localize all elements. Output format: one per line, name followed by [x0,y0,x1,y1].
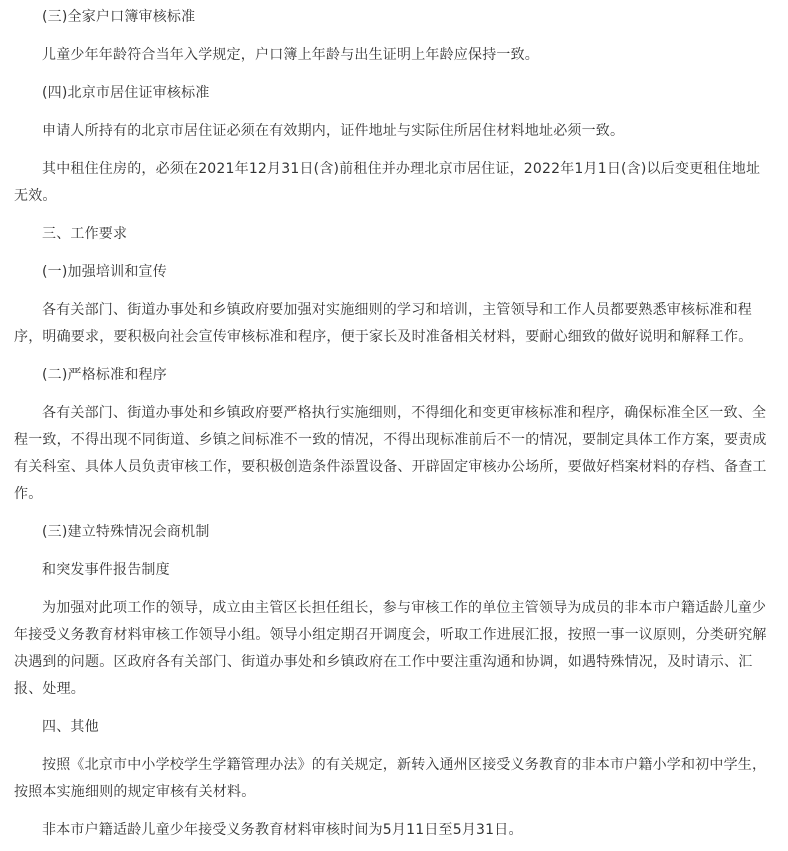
paragraph-leadership-group: 为加强对此项工作的领导，成立由主管区长担任组长，参与审核工作的单位主管领导为成员的非本市户籍适龄儿童少年接受义务教育材料审核工作领导小组。领导小组定期召开调度会，听取工作进展汇报，按照一事一议原则，分类研究解决遇到的问题。区政府各有关部门、街道办事处和乡镇政府在工作中要注重沟通和协调，如遇特殊情况，及时请示、汇报、处理。 [14,600,767,697]
paragraph-residence-permit-validity: 申请人所持有的北京市居住证必须在有效期内，证件地址与实际住所居住材料地址必须一致。 [42,123,625,139]
paragraph-training: 各有关部门、街道办事处和乡镇政府要加强对实施细则的学习和培训，主管领导和工作人员都要熟悉审核标准和程序，明确要求，要积极向社会宣传审核标准和程序，便于家长及时准备相关材料，要耐心细致的做好说明和解释工作。 [14,302,753,345]
section-heading-work-requirements: 三、工作要求 [42,226,128,242]
subheading-residence-permit: (四)北京市居住证审核标准 [42,85,210,101]
article-body [0,4,788,851]
section-heading-other: 四、其他 [42,719,99,735]
subheading-household-register: (三)全家户口簿审核标准 [42,9,196,25]
paragraph-rental-housing: 其中租住住房的，必须在2021年12月31日(含)前租住并办理北京市居住证，2022年1月1日(含)以后变更租住地址无效。 [14,161,761,204]
subheading-consultation-mechanism: (三)建立特殊情况会商机制 [42,524,210,540]
subheading-standards: (二)严格标准和程序 [42,367,167,383]
subheading-training: (一)加强培训和宣传 [42,264,167,280]
subheading-emergency-reporting: 和突发事件报告制度 [42,562,170,578]
paragraph-review-period: 非本市户籍适龄儿童少年接受义务教育材料审核时间为5月11日至5月31日。 [42,822,523,838]
paragraph-transfer-students: 按照《北京市中小学校学生学籍管理办法》的有关规定，新转入通州区接受义务教育的非本市户籍小学和初中学生，按照本实施细则的规定审核有关材料。 [14,757,767,800]
paragraph-household-register: 儿童少年年龄符合当年入学规定，户口簿上年龄与出生证明上年龄应保持一致。 [42,47,539,63]
paragraph-standards: 各有关部门、街道办事处和乡镇政府要严格执行实施细则，不得细化和变更审核标准和程序，确保标准全区一致、全程一致，不得出现不同街道、乡镇之间标准不一致的情况，不得出现标准前后不一的情况，要制定具体工作方案，要责成有关科室、具体人员负责审核工作，要积极创造条件添置设备、开辟固定审核办公场所，要做好档案材料的存档、备查工作。 [14,405,767,502]
